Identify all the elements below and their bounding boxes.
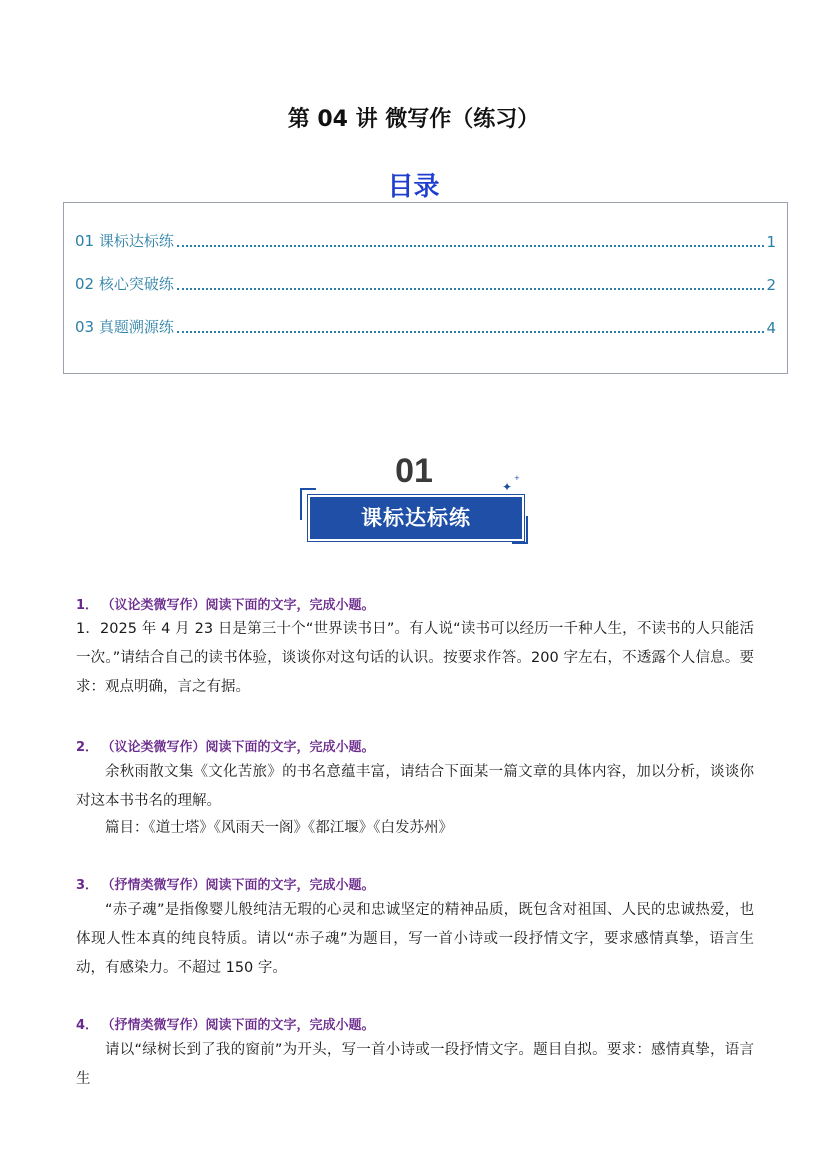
section-badge [298, 452, 530, 548]
toc-item-page: 1 [766, 233, 776, 251]
toc-leader-dots [177, 245, 765, 247]
question-text: 请以“绿树长到了我的窗前”为开头，写一首小诗或一段抒情文字。题目自拟。要求：感情真挚，语言生 [76, 1042, 754, 1087]
toc-item-label: 03 真题溯源练 [75, 318, 174, 336]
question-heading: 2． （议论类微写作）阅读下面的文字，完成小题。 [76, 740, 375, 755]
toc-leader-dots [177, 288, 765, 290]
section-label: 课标达标练 [308, 495, 524, 541]
question-extra: 篇目：《道士塔》《风雨天一阁》《都江堰》《白发苏州》 [105, 820, 453, 836]
toc-item-label: 01 课标达标练 [75, 232, 174, 250]
question-text: 余秋雨散文集《文化苦旅》的书名意蕴丰富，请结合下面某一篇文章的具体内容，加以分析，谈谈你对这本书书名的理解。 [76, 764, 754, 809]
table-of-contents [63, 202, 788, 374]
question-text: 1．2025 年 4 月 23 日是第三十个“世界读书日”。有人说“读书可以经历一千种人生，不读书的人只能活一次。”请结合自己的读书体验，谈谈你对这句话的认识。按要求作答。200 字左右，不透露个人信息。要求：观点明确，言之有据。 [76, 621, 754, 695]
question-text: “赤子魂”是指像婴儿般纯洁无瑕的心灵和忠诚坚定的精神品质，既包含对祖国、人民的忠诚热爱，也体现人性本真的纯良特质。请以“赤子魂”为题目，写一首小诗或一段抒情文字，要求感情真挚，语言生动，有感染力。不超过 150 字。 [76, 902, 754, 976]
toc-leader-dots [177, 331, 765, 333]
toc-item-02[interactable] [75, 272, 776, 294]
toc-item-03[interactable] [75, 315, 776, 337]
section-number: 01 [395, 452, 433, 490]
question-heading: 1． （议论类微写作）阅读下面的文字，完成小题。 [76, 598, 375, 613]
sparkle-icon: + [514, 474, 520, 482]
question-heading: 4． （抒情类微写作）阅读下面的文字，完成小题。 [76, 1018, 375, 1033]
page-title: 第 04 讲 微写作（练习） [287, 107, 540, 132]
sparkle-icon: ✦ [502, 480, 513, 494]
toc-item-label: 02 核心突破练 [75, 275, 174, 293]
toc-item-page: 2 [766, 276, 776, 294]
question-heading: 3． （抒情类微写作）阅读下面的文字，完成小题。 [76, 878, 375, 893]
toc-item-page: 4 [766, 319, 776, 337]
toc-item-01[interactable] [75, 229, 776, 251]
toc-heading: 目录 [387, 172, 440, 202]
